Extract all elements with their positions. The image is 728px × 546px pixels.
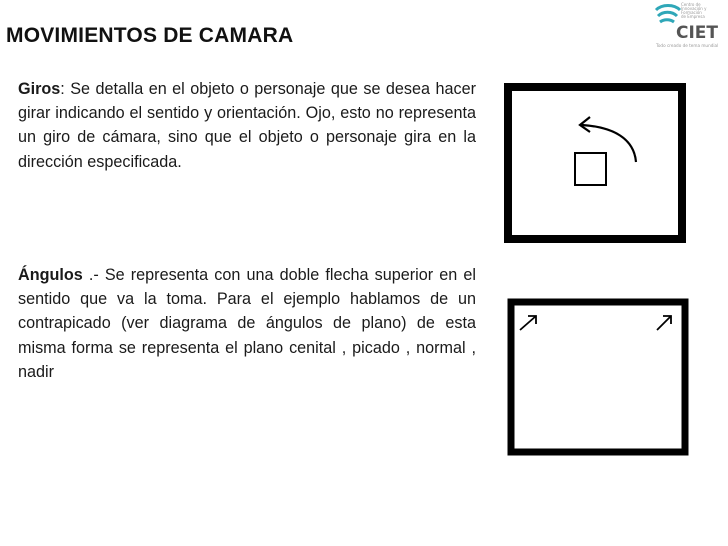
rotation-figure [504, 83, 686, 243]
angle-figure [507, 298, 689, 456]
slide-title: MOVIMIENTOS DE CAMARA [6, 24, 294, 47]
rotation-arrow [582, 125, 636, 162]
ciet-logo-icon [648, 0, 728, 52]
angulos-text: .- Se representa con una doble flecha superior en el sentido que va la toma. Para el ejemplo hablamos de un contrapicado (ver diagrama de ángulos de plano) de esta misma forma se representa el plano cenital , picado , normal , nadir [18, 266, 476, 381]
angulos-label: Ángulos [18, 266, 83, 284]
logo-name: CIET [676, 23, 719, 43]
arrow-right [657, 316, 671, 330]
arrow-left [520, 316, 536, 330]
curved-arrow-icon [504, 83, 686, 243]
frame-box [511, 302, 685, 452]
logo-tagline-small: de Empresa [681, 14, 705, 19]
angulos-paragraph [18, 263, 476, 384]
giros-label: Giros [18, 80, 61, 98]
logo-tagline-small: Centro de [681, 2, 701, 7]
giros-text: : Se detalla en el objeto o personaje que se desea hacer girar indicando el sentido y orientación. Ojo, esto no representa un giro de cámara, sino que el objeto o personaje gira en la dirección especificada. [18, 80, 476, 171]
object-square [575, 153, 606, 185]
logo-tagline-small: Formación [681, 10, 702, 15]
giros-paragraph [18, 77, 476, 174]
ciet-logo [648, 0, 728, 52]
logo-tagline-small: Innovación y [681, 6, 707, 11]
diagonal-arrows-icon [507, 298, 689, 456]
frame-box [508, 87, 682, 239]
logo-tagline: Todo creado de tema mundial [656, 43, 719, 48]
